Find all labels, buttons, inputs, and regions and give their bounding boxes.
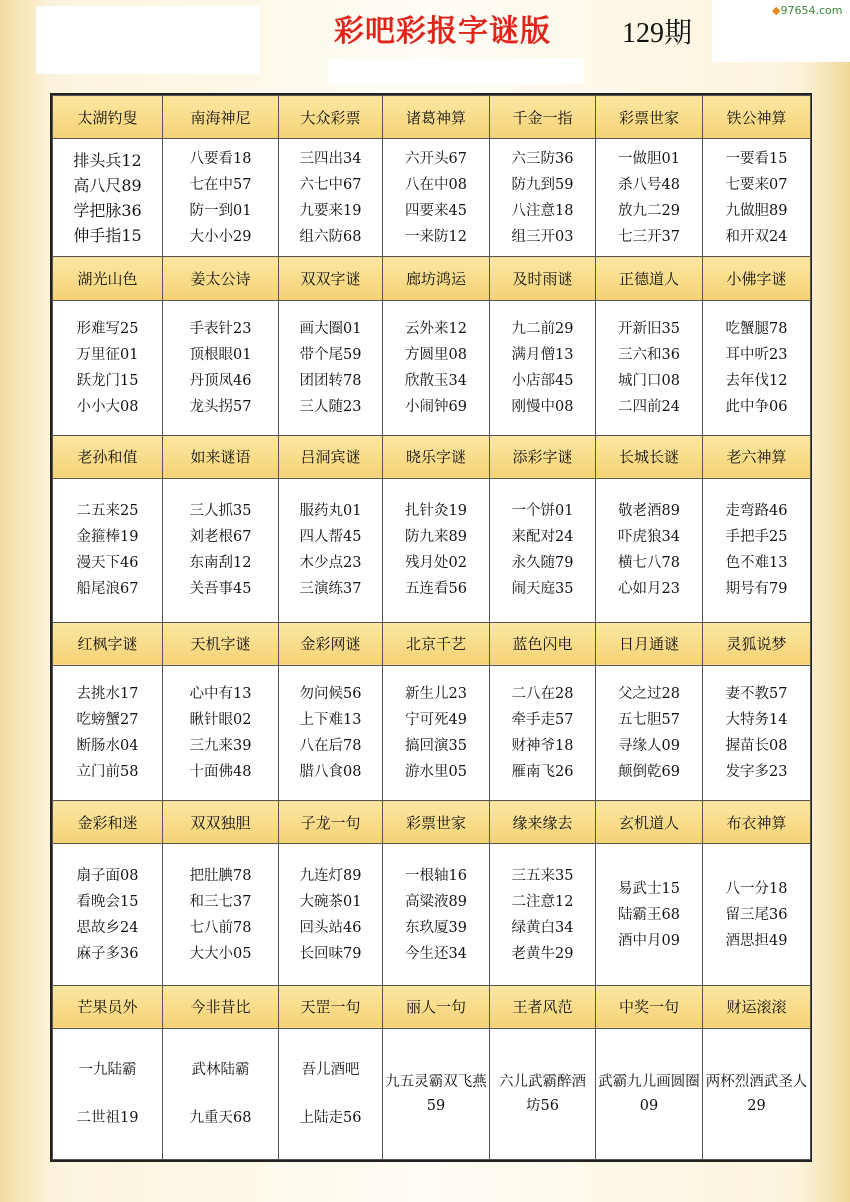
column-header: 正德道人 <box>596 257 703 300</box>
column-header: 芒果员外 <box>53 985 163 1028</box>
riddle-line: 握苗长08 <box>725 737 788 754</box>
riddle-cell <box>163 844 279 985</box>
column-header: 如来谜语 <box>163 435 279 478</box>
riddle-line: 画大圈01 <box>299 320 362 337</box>
riddle-line: 大碗茶01 <box>299 893 362 910</box>
column-header: 晓乐字谜 <box>383 435 490 478</box>
riddle-line: 一九陆霸 <box>78 1062 137 1078</box>
riddle-cell <box>596 665 703 800</box>
riddle-cell <box>596 844 703 985</box>
column-header: 双双独胆 <box>163 801 279 844</box>
riddle-line: 心中有13 <box>189 685 252 702</box>
riddle-line: 回头站46 <box>299 919 362 936</box>
riddle-line: 伸手指15 <box>73 225 142 245</box>
riddle-line: 走弯路46 <box>725 503 788 520</box>
column-header: 金彩和迷 <box>53 801 163 844</box>
riddle-cell <box>490 139 596 257</box>
riddle-line: 三人随23 <box>299 398 362 415</box>
riddle-line: 一根轴16 <box>405 867 467 884</box>
riddle-line: 手把手25 <box>725 529 788 546</box>
riddle-line: 丹顶凤46 <box>189 372 252 389</box>
riddle-line: 三九来39 <box>189 737 252 754</box>
riddle-line: 七三开37 <box>618 228 680 245</box>
riddle-line: 一个饼01 <box>511 503 574 520</box>
riddle-cell <box>279 479 383 623</box>
header-row <box>53 622 811 665</box>
riddle-line: 横七八78 <box>618 555 680 572</box>
riddle-line: 形难写25 <box>76 320 139 337</box>
riddle-cell <box>703 665 811 800</box>
riddle-line: 八在后78 <box>299 737 362 754</box>
riddle-line: 勿问候56 <box>299 685 362 702</box>
riddle-line: 七八前78 <box>189 919 252 936</box>
column-header: 廊坊鸿运 <box>383 257 490 300</box>
riddle-cell <box>53 665 163 800</box>
riddle-cell <box>383 479 490 623</box>
riddle-line: 组三开03 <box>511 228 574 245</box>
riddle-table <box>52 95 811 1160</box>
riddle-line: 万里征01 <box>76 346 139 363</box>
riddle-line: 九二前29 <box>511 320 574 337</box>
blank-patch-top-center <box>328 58 584 84</box>
riddle-line: 一来防12 <box>405 228 467 245</box>
riddle-line: 防九到59 <box>511 176 574 193</box>
riddle-line: 今生还34 <box>405 945 467 962</box>
riddle-cell <box>53 300 163 435</box>
riddle-cell <box>490 665 596 800</box>
watermark-text: 97654.com <box>780 4 843 17</box>
riddle-row <box>53 479 811 623</box>
header-row <box>53 96 811 139</box>
riddle-line: 杀八号48 <box>618 176 680 193</box>
riddle-line: 关吾事45 <box>189 581 252 598</box>
riddle-cell <box>163 139 279 257</box>
column-header: 长城长谜 <box>596 435 703 478</box>
riddle-line: 期号有79 <box>725 581 788 598</box>
riddle-line: 七要来07 <box>725 176 788 193</box>
riddle-line: 八要看18 <box>189 150 252 167</box>
riddle-line: 三五来35 <box>511 867 574 884</box>
riddle-line: 大小小29 <box>189 228 252 245</box>
riddle-line: 方圆里08 <box>405 346 467 363</box>
riddle-line: 东南刮12 <box>189 555 252 572</box>
riddle-line: 刘老根67 <box>189 529 252 546</box>
column-header: 老六神算 <box>703 435 811 478</box>
riddle-line: 高粱液89 <box>405 893 467 910</box>
riddle-line: 排头兵12 <box>73 150 142 170</box>
riddle-line: 搞回演35 <box>405 737 467 754</box>
column-header: 金彩网谜 <box>279 622 383 665</box>
riddle-line: 二注意12 <box>511 893 574 910</box>
riddle-line: 长回味79 <box>299 945 362 962</box>
riddle-line: 永久随79 <box>511 555 574 572</box>
column-header: 灵狐说梦 <box>703 622 811 665</box>
riddle-line: 吃螃蟹27 <box>76 711 139 728</box>
column-header: 及时雨谜 <box>490 257 596 300</box>
riddle-line: 此中争06 <box>725 398 788 415</box>
riddle-line: 跃龙门15 <box>76 372 139 389</box>
column-header: 玄机道人 <box>596 801 703 844</box>
riddle-cell <box>53 1029 163 1160</box>
riddle-line: 和三七37 <box>189 893 252 910</box>
riddle-cell <box>53 479 163 623</box>
header-row <box>53 435 811 478</box>
column-header: 蓝色闪电 <box>490 622 596 665</box>
riddle-line: 五七胆57 <box>618 711 680 728</box>
riddle-cell <box>596 139 703 257</box>
riddle-cell <box>383 139 490 257</box>
column-header: 中奖一句 <box>596 985 703 1028</box>
riddle-cell <box>383 665 490 800</box>
riddle-line: 扇子面08 <box>76 867 139 884</box>
column-header: 小佛字谜 <box>703 257 811 300</box>
riddle-line: 扎针灸19 <box>405 503 467 520</box>
riddle-line: 雁南飞26 <box>511 763 574 780</box>
column-header: 吕洞宾谜 <box>279 435 383 478</box>
riddle-line: 二世祖19 <box>76 1110 139 1126</box>
riddle-line: 放九二29 <box>618 202 680 219</box>
riddle-line: 酒中月09 <box>618 932 680 949</box>
column-header: 缘来缘去 <box>490 801 596 844</box>
riddle-line: 瞅针眼02 <box>189 711 252 728</box>
riddle-table-frame <box>50 93 812 1162</box>
riddle-line: 吓虎狼34 <box>618 529 680 546</box>
riddle-line: 六儿武霸醉酒坊56 <box>499 1074 586 1114</box>
riddle-line: 六三防36 <box>511 150 574 167</box>
riddle-line: 云外来12 <box>405 320 467 337</box>
riddle-cell <box>163 665 279 800</box>
riddle-row <box>53 139 811 257</box>
riddle-line: 欣散玉34 <box>405 372 467 389</box>
line-gap <box>165 1083 276 1105</box>
riddle-line: 一要看15 <box>725 150 788 167</box>
column-header: 诸葛神算 <box>383 96 490 139</box>
riddle-cell <box>703 300 811 435</box>
riddle-line: 敬老酒89 <box>618 503 680 520</box>
riddle-cell <box>163 479 279 623</box>
riddle-line: 二八在28 <box>511 685 574 702</box>
riddle-cell <box>163 1029 279 1160</box>
riddle-cell <box>383 300 490 435</box>
column-header: 布衣神算 <box>703 801 811 844</box>
riddle-line: 服药丸01 <box>299 503 362 520</box>
riddle-line: 留三尾36 <box>725 906 788 923</box>
riddle-line: 大大小05 <box>189 945 252 962</box>
riddle-line: 带个尾59 <box>299 346 362 363</box>
header-row <box>53 985 811 1028</box>
riddle-line: 九连灯89 <box>299 867 362 884</box>
column-header: 湖光山色 <box>53 257 163 300</box>
riddle-line: 闹天庭35 <box>511 581 574 598</box>
riddle-line: 父之过28 <box>618 685 680 702</box>
riddle-line: 八在中08 <box>405 176 467 193</box>
riddle-line: 武霸九儿画圆圈09 <box>598 1074 700 1114</box>
riddle-line: 游水里05 <box>405 763 467 780</box>
riddle-line: 三人抓35 <box>189 503 252 520</box>
riddle-line: 二五来25 <box>76 503 139 520</box>
riddle-line: 东玖厦39 <box>405 919 467 936</box>
riddle-cell <box>490 844 596 985</box>
riddle-line: 学把脉36 <box>73 200 142 220</box>
riddle-line: 三演练37 <box>299 581 362 598</box>
riddle-line: 断肠水04 <box>76 737 139 754</box>
riddle-line: 小闹钟69 <box>405 398 467 415</box>
riddle-line: 九要来19 <box>299 202 362 219</box>
riddle-line: 寻缘人09 <box>618 737 680 754</box>
riddle-line: 武林陆霸 <box>191 1062 250 1078</box>
riddle-line: 大特务14 <box>725 711 788 728</box>
riddle-line: 防九来89 <box>405 529 467 546</box>
riddle-cell <box>596 300 703 435</box>
riddle-line: 手表针23 <box>189 320 252 337</box>
header-row <box>53 801 811 844</box>
riddle-line: 开新旧35 <box>618 320 680 337</box>
line-gap <box>55 1083 160 1105</box>
column-header: 财运滚滚 <box>703 985 811 1028</box>
column-header: 北京千艺 <box>383 622 490 665</box>
riddle-cell <box>596 479 703 623</box>
riddle-line: 麻子多36 <box>76 945 139 962</box>
column-header: 彩票世家 <box>383 801 490 844</box>
riddle-cell <box>703 479 811 623</box>
header-row <box>53 257 811 300</box>
column-header: 姜太公诗 <box>163 257 279 300</box>
watermark: ◆97654.com <box>772 4 843 17</box>
riddle-line: 二四前24 <box>618 398 680 415</box>
riddle-line: 牵手走57 <box>511 711 574 728</box>
riddle-cell <box>163 300 279 435</box>
riddle-row <box>53 665 811 800</box>
riddle-cell <box>279 844 383 985</box>
riddle-line: 财神爷18 <box>511 737 574 754</box>
column-header: 双双字谜 <box>279 257 383 300</box>
riddle-line: 九五灵霸双飞燕59 <box>385 1074 487 1114</box>
riddle-line: 腊八食08 <box>299 763 362 780</box>
riddle-cell <box>703 1029 811 1160</box>
riddle-line: 顶根眼01 <box>189 346 252 363</box>
riddle-line: 耳中听23 <box>725 346 788 363</box>
riddle-row <box>53 844 811 985</box>
riddle-line: 老黄牛29 <box>511 945 574 962</box>
line-gap <box>281 1083 380 1105</box>
riddle-line: 五连看56 <box>405 581 467 598</box>
riddle-line: 三六和36 <box>618 346 680 363</box>
column-header: 丽人一句 <box>383 985 490 1028</box>
page-title: 彩吧彩报字谜版 <box>334 14 551 49</box>
riddle-line: 小小大08 <box>76 398 139 415</box>
column-header: 铁公神算 <box>703 96 811 139</box>
riddle-line: 吾儿酒吧 <box>301 1062 360 1078</box>
riddle-row <box>53 1029 811 1160</box>
blank-patch-top-left <box>36 6 260 74</box>
column-header: 子龙一句 <box>279 801 383 844</box>
column-header: 南海神尼 <box>163 96 279 139</box>
riddle-line: 去挑水17 <box>76 685 139 702</box>
riddle-line: 上下难13 <box>299 711 362 728</box>
riddle-line: 九重天68 <box>189 1110 252 1126</box>
column-header: 红枫字谜 <box>53 622 163 665</box>
riddle-cell <box>490 479 596 623</box>
riddle-line: 三四出34 <box>299 150 362 167</box>
riddle-line: 一做胆01 <box>618 150 680 167</box>
riddle-line: 木少点23 <box>299 555 362 572</box>
riddle-line: 发字多23 <box>725 763 788 780</box>
riddle-line: 刚慢中08 <box>511 398 574 415</box>
riddle-line: 船尾浪67 <box>76 581 139 598</box>
column-header: 日月通谜 <box>596 622 703 665</box>
column-header: 大众彩票 <box>279 96 383 139</box>
riddle-line: 四要来45 <box>405 202 467 219</box>
riddle-line: 把肚腆78 <box>189 867 252 884</box>
column-header: 天机字谜 <box>163 622 279 665</box>
riddle-cell <box>53 844 163 985</box>
column-header: 千金一指 <box>490 96 596 139</box>
riddle-line: 团团转78 <box>299 372 362 389</box>
column-header: 添彩字谜 <box>490 435 596 478</box>
riddle-line: 宁可死49 <box>405 711 467 728</box>
riddle-line: 酒思担49 <box>725 932 788 949</box>
riddle-line: 漫天下46 <box>76 555 139 572</box>
riddle-line: 两杯烈酒武圣人29 <box>705 1074 808 1114</box>
riddle-cell <box>490 1029 596 1160</box>
issue-number: 129期 <box>622 18 693 49</box>
riddle-row <box>53 300 811 435</box>
riddle-line: 九做胆89 <box>725 202 788 219</box>
riddle-line: 八注意18 <box>511 202 574 219</box>
riddle-cell <box>279 1029 383 1160</box>
riddle-line: 绿黄白34 <box>511 919 574 936</box>
riddle-cell <box>279 300 383 435</box>
riddle-cell <box>383 1029 490 1160</box>
riddle-line: 六开头67 <box>405 150 467 167</box>
riddle-line: 思故乡24 <box>76 919 139 936</box>
riddle-line: 去年伐12 <box>725 372 788 389</box>
riddle-line: 城门口08 <box>618 372 680 389</box>
riddle-line: 看晚会15 <box>76 893 139 910</box>
column-header: 太湖钓叟 <box>53 96 163 139</box>
column-header: 今非昔比 <box>163 985 279 1028</box>
riddle-line: 四人帮45 <box>299 529 362 546</box>
riddle-line: 上陆走56 <box>299 1110 362 1126</box>
riddle-line: 妻不教57 <box>725 685 788 702</box>
column-header: 天罡一句 <box>279 985 383 1028</box>
column-header: 彩票世家 <box>596 96 703 139</box>
riddle-line: 组六防68 <box>299 228 362 245</box>
riddle-line: 和开双24 <box>725 228 788 245</box>
riddle-line: 防一到01 <box>189 202 252 219</box>
riddle-line: 新生儿23 <box>405 685 467 702</box>
riddle-line: 色不难13 <box>725 555 788 572</box>
riddle-line: 八一分18 <box>725 880 788 897</box>
column-header: 王者风范 <box>490 985 596 1028</box>
riddle-line: 心如月23 <box>618 581 680 598</box>
riddle-line: 吃蟹腿78 <box>725 320 788 337</box>
riddle-line: 龙头拐57 <box>189 398 252 415</box>
riddle-line: 高八尺89 <box>73 175 142 195</box>
riddle-line: 陆霸王68 <box>618 906 680 923</box>
riddle-line: 七在中57 <box>189 176 252 193</box>
riddle-line: 满月僧13 <box>511 346 574 363</box>
riddle-cell <box>596 1029 703 1160</box>
riddle-cell <box>383 844 490 985</box>
riddle-line: 易武士15 <box>618 880 680 897</box>
riddle-cell <box>279 665 383 800</box>
riddle-line: 金箍棒19 <box>76 529 139 546</box>
riddle-line: 六七中67 <box>299 176 362 193</box>
riddle-cell <box>703 844 811 985</box>
riddle-cell <box>279 139 383 257</box>
riddle-cell <box>490 300 596 435</box>
riddle-cell <box>53 139 163 257</box>
riddle-line: 十面佛48 <box>189 763 252 780</box>
riddle-cell <box>703 139 811 257</box>
riddle-line: 小店部45 <box>511 372 574 389</box>
riddle-line: 立门前58 <box>76 763 139 780</box>
riddle-line: 来配对24 <box>511 529 574 546</box>
riddle-line: 残月处02 <box>405 555 467 572</box>
column-header: 老孙和值 <box>53 435 163 478</box>
riddle-line: 颠倒乾69 <box>618 763 680 780</box>
